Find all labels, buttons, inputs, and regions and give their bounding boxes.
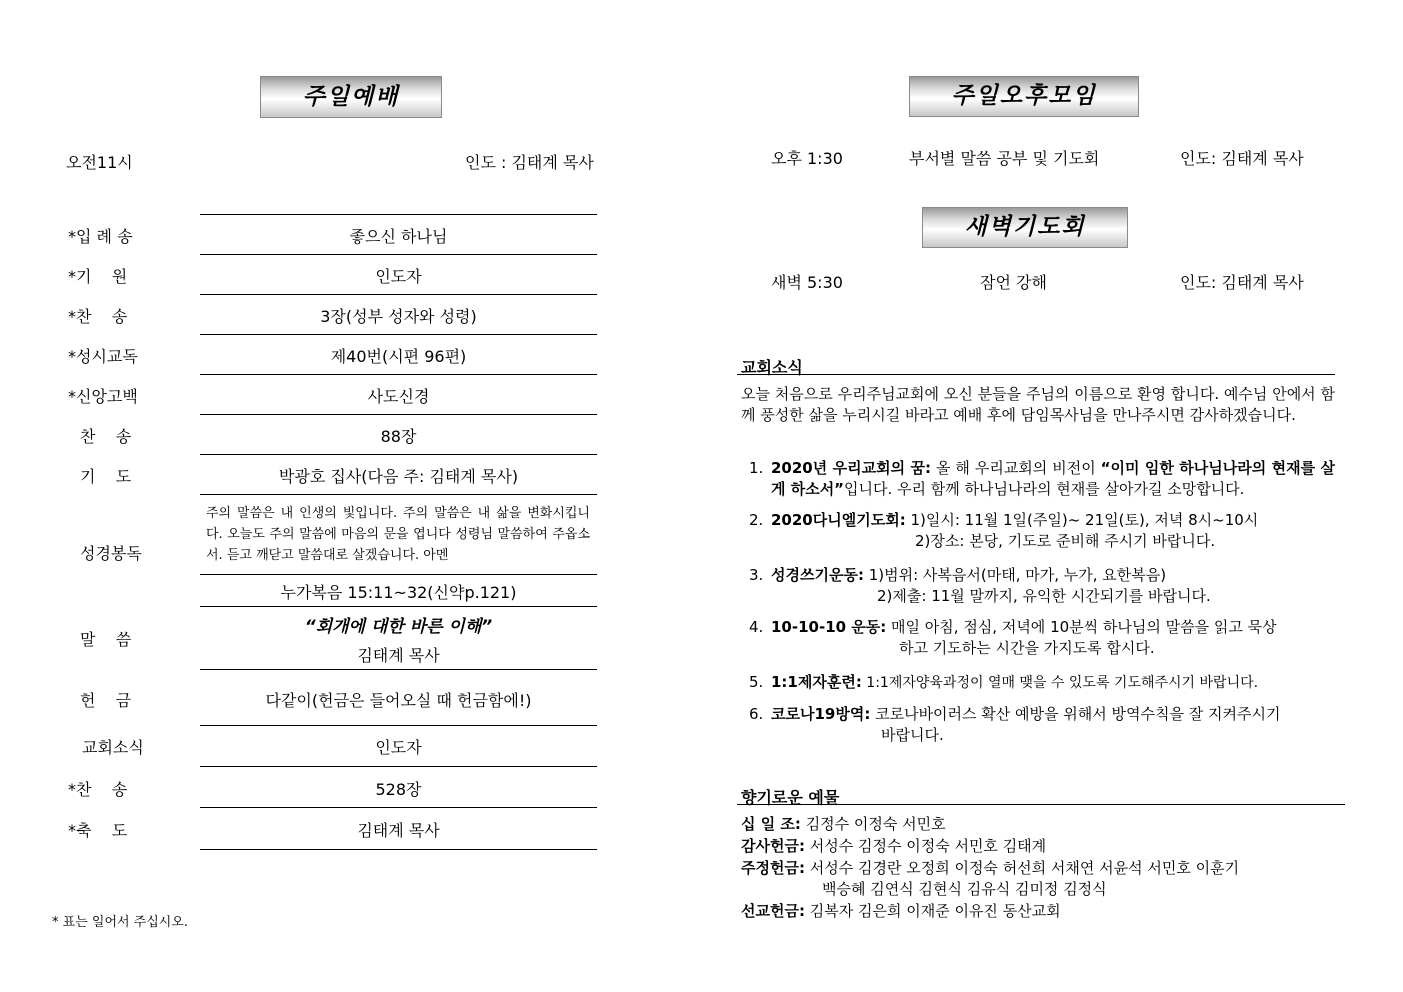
offering-heading: 향기로운 예물 <box>741 788 840 807</box>
news-line: 1)일시: 11월 1일(주일)~ 21일(토), 저녁 8시~10시 <box>905 511 1259 529</box>
offering-label: 주정헌금: <box>741 859 805 877</box>
offering-names: 서성수 김경란 오정희 이정숙 허선희 서채연 서윤석 서민호 이훈기 <box>804 859 1240 877</box>
news-head: 1:1제자훈련: <box>771 673 862 691</box>
row-value: 3장(성부 성자와 성령) <box>320 307 477 326</box>
news-line: 1:1제자양육과정이 열매 맺을 수 있도록 기도해주시기 바랍니다. <box>861 675 1259 691</box>
dawn-time: 새벽 5:30 <box>771 273 843 292</box>
dawn-title: 새벽기도회 <box>964 214 1086 240</box>
offering-label: 선교헌금: <box>741 902 805 920</box>
row-value: 누가복음 15:11~32(신약p.121) <box>280 583 517 602</box>
news-head: 2020년 우리교회의 꿈: <box>771 459 931 477</box>
news-num: 6. <box>749 705 764 723</box>
row-label: *성시교독 <box>68 347 138 366</box>
row-label: 헌 금 <box>80 691 132 710</box>
row-value: 김태계 목사 <box>357 821 440 840</box>
news-line-2: 2)제출: 11월 말까지, 유익한 시간되기를 바랍니다. <box>877 587 1211 605</box>
offering-names-2: 백승혜 김연식 김현식 김유식 김미정 김정식 <box>822 880 1107 898</box>
row-value: 인도자 <box>375 267 422 286</box>
offering-label: 감사헌금: <box>741 837 805 855</box>
news-body-2: 입니다. 우리 함께 하나님나라의 현재를 살아가길 소망합니다. <box>844 480 1245 498</box>
dawn-leader: 인도: 김태계 목사 <box>1180 273 1304 292</box>
news-item-2 <box>749 510 1335 552</box>
worship-leader: 인도 : 김태계 목사 <box>465 153 594 172</box>
row-label: *찬 송 <box>68 780 128 799</box>
news-item-1 <box>749 458 1335 500</box>
news-heading: 교회소식 <box>741 358 803 377</box>
row-label: 기 도 <box>80 467 132 486</box>
news-num: 2. <box>749 511 764 529</box>
row-value: 사도신경 <box>367 387 430 406</box>
row-value: 제40번(시편 96편) <box>330 347 467 366</box>
row-label: *기 원 <box>68 267 128 286</box>
news-item-4 <box>749 617 1335 659</box>
row-label: *신앙고백 <box>68 387 138 406</box>
worship-title: 주일예배 <box>302 84 400 110</box>
afternoon-time: 오후 1:30 <box>771 149 843 168</box>
news-num: 3. <box>749 566 764 584</box>
news-num: 1. <box>749 459 764 477</box>
news-head: 코로나19방역: <box>771 705 871 723</box>
news-line-2: 2)장소: 본당, 기도로 준비해 주시기 바랍니다. <box>915 532 1216 550</box>
row-value: 주의 말씀은 내 인생의 빛입니다. 주의 말씀은 내 삶을 변화시킵니다. 오늘도 주의 말씀에 마음의 문을 엽니다 성령님 말씀하여 주옵소서. 듣고 깨닫고 말씀대로 살겠습니다. 아멘 <box>206 506 590 563</box>
dawn-title-banner <box>922 207 1128 248</box>
dawn-desc: 잠언 강해 <box>980 273 1047 292</box>
news-head: 10-10-10 운동: <box>771 618 887 636</box>
row-value: 박광호 집사(다음 주: 김태계 목사) <box>278 467 519 486</box>
news-head: 2020다니엘기도회: <box>771 511 906 529</box>
row-value: 다같이(헌금은 들어오실 때 헌금함에!) <box>265 691 532 710</box>
offering-thanks <box>741 836 1046 857</box>
sermon-preacher: 김태계 목사 <box>357 646 440 665</box>
news-num: 4. <box>749 618 764 636</box>
row-label: 교회소식 <box>82 738 144 757</box>
news-body: 올 해 우리교회의 비전이 <box>931 459 1101 477</box>
news-item-6 <box>749 704 1335 746</box>
row-label: *입 례 송 <box>68 227 133 246</box>
row-value: 88장 <box>380 427 417 446</box>
news-line: 1)범위: 사복음서(마태, 마가, 누가, 요한복음) <box>863 566 1167 584</box>
row-label: 말 씀 <box>80 630 132 649</box>
sermon-title: “회개에 대한 바른 이해” <box>304 617 493 637</box>
offering-tithe <box>741 814 946 835</box>
afternoon-title: 주일오후모임 <box>951 83 1097 109</box>
news-line-2: 하고 기도하는 시간을 가지도록 합시다. <box>899 639 1155 657</box>
offering-names: 김정수 이정숙 서민호 <box>800 815 946 833</box>
afternoon-leader: 인도: 김태계 목사 <box>1180 149 1304 168</box>
row-value: 인도자 <box>375 738 422 757</box>
worship-time: 오전11시 <box>66 153 133 172</box>
news-vision: “이미 임한 하나님나라의 현재를 살게 하소서” <box>771 459 1336 498</box>
offering-mission <box>741 901 1061 922</box>
news-head: 성경쓰기운동: <box>771 566 864 584</box>
worship-title-banner <box>260 76 442 118</box>
offering-names: 서성수 김정수 이정숙 서민호 김태계 <box>804 837 1047 855</box>
row-value: 528장 <box>375 780 422 799</box>
row-label: *축 도 <box>68 821 128 840</box>
news-line: 코로나바이러스 확산 예방을 위해서 방역수칙을 잘 지켜주시기 <box>870 705 1281 723</box>
row-label: 찬 송 <box>80 427 132 446</box>
news-intro: 오늘 처음으로 우리주님교회에 오신 분들을 주님의 이름으로 환영 합니다. 예수님 안에서 함께 풍성한 삶을 누리시길 바라고 예배 후에 담임목사님을 만나주시면 감사하겠습니다. <box>741 385 1335 424</box>
news-line: 매일 아침, 점심, 저녁에 10분씩 하나님의 말씀을 읽고 묵상 <box>886 618 1277 636</box>
afternoon-desc: 부서별 말씀 공부 및 기도회 <box>909 149 1100 168</box>
news-item-3 <box>749 565 1335 607</box>
news-item-5 <box>749 672 1339 694</box>
news-line-2: 바랍니다. <box>881 726 944 744</box>
row-label: 성경봉독 <box>80 544 142 563</box>
news-num: 5. <box>749 673 764 691</box>
afternoon-title-banner <box>909 76 1139 117</box>
row-label: *찬 송 <box>68 307 128 326</box>
row-value: 좋으신 하나님 <box>349 227 448 246</box>
stand-footnote: * 표는 일어서 주십시오. <box>52 915 189 930</box>
offering-weekly <box>741 858 1239 900</box>
offering-label: 십 일 조: <box>741 815 801 833</box>
offering-names: 김복자 김은희 이재준 이유진 동산교회 <box>804 902 1061 920</box>
